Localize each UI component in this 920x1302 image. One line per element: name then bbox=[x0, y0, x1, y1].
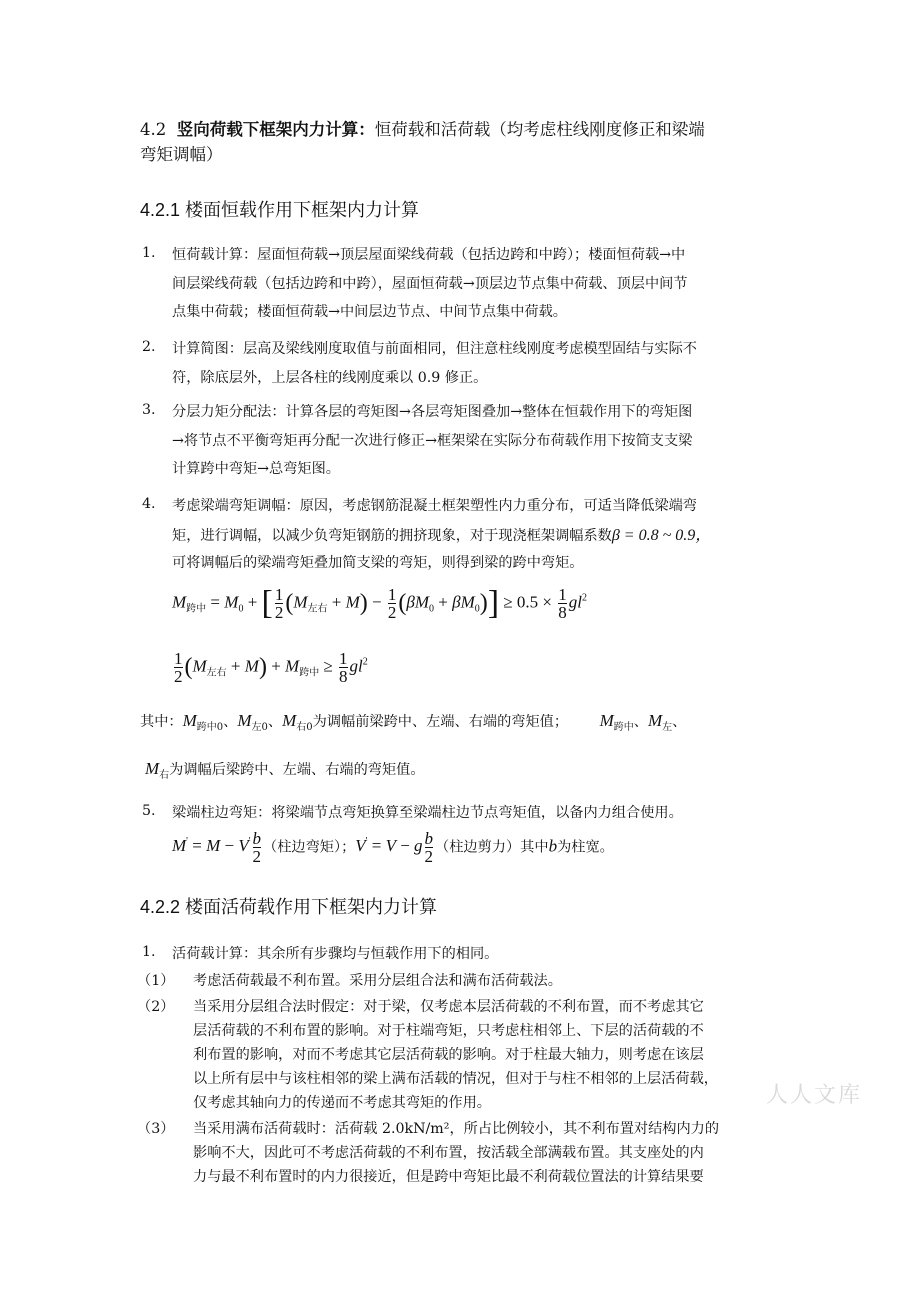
sublist-line: 影响不大，因此可不考虑活荷载的不利布置，按活载全部满载布置。其支座处的内 bbox=[193, 1145, 704, 1161]
sublist-line: 层活荷载的不利布置的影响。对于柱端弯矩，只考虑柱相邻上、下层的活荷载的不 bbox=[193, 1023, 704, 1039]
sublist-number: （3） bbox=[137, 1121, 175, 1137]
beta-range: β = 0.8 ~ 0.9， bbox=[611, 526, 712, 544]
where-label: 其中： bbox=[140, 714, 183, 730]
where-text: 为调幅前梁跨中、左端、右端的弯矩值； bbox=[312, 714, 569, 730]
list-line: 分层力矩分配法：计算各层的弯矩图→各层弯矩图叠加→整体在恒载作用下的弯矩图 bbox=[172, 404, 693, 420]
where-line-2: $M_右$为调幅后梁跨中、左端、右端的弯矩值。 bbox=[145, 759, 425, 781]
frac-one-half: $\frac{1}{2}$ bbox=[274, 585, 284, 622]
subsection-title-422: 4.2.2 楼面活荷载作用下框架内力计算 bbox=[140, 897, 438, 917]
list-number: 3. bbox=[142, 402, 156, 418]
heading-title-bold: 竖向荷载下框架内力计算： bbox=[176, 120, 375, 139]
formula-midspan-moment: $M_{跨中} = M_0$ + [ $\frac{1}{2}$ $(M_{左右} + M)$ − $\frac{1}{2}$ $(\beta M_0 + \beta M_0)] \ge 0.5$ × $\frac{1}{8}$ $gl^2$ bbox=[172, 584, 587, 622]
formula-sub: 跨中 bbox=[299, 667, 320, 679]
list-line: 恒荷载计算：屋面恒荷载→顶层屋面梁线荷载（包括边跨和中跨）；楼面恒荷载→中 bbox=[172, 247, 686, 263]
where-sub: 跨中 bbox=[613, 722, 634, 733]
formula-note: 为柱宽。 bbox=[557, 839, 614, 856]
sublist-line: 当采用满布活荷载时：活荷载 2.0kN/m²，所占比例较小，其不利布置对结构内力的 bbox=[193, 1121, 720, 1137]
formula-rhs: ≥ 0.5 × bbox=[503, 592, 553, 612]
list-number: 1. bbox=[142, 245, 156, 261]
sublist-number: （1） bbox=[137, 973, 175, 989]
list-line: 梁端柱边弯矩：将梁端节点弯矩换算至梁端柱边节点弯矩值，以备内力组合使用。 bbox=[172, 805, 683, 821]
list-line: →将节点不平衡弯矩再分配一次进行修正→框架梁在实际分布荷载作用下按简支支梁 bbox=[172, 432, 693, 449]
heading-title-rest: 恒荷载和活荷载（均考虑柱线刚度修正和梁端 bbox=[374, 120, 705, 139]
list-number: 5. bbox=[142, 803, 156, 819]
sublist-line: 考虑活荷载最不利布置。采用分层组合法和满布活荷载法。 bbox=[193, 973, 562, 989]
sublist-line: 仅考虑其轴向力的传递而不考虑其弯矩的作用。 bbox=[193, 1095, 491, 1111]
formula-sub: 左右 bbox=[206, 667, 227, 679]
heading-title-line2: 弯矩调幅） bbox=[140, 145, 223, 164]
list-line: 计算简图：层高及梁线刚度取值与前面相同，但注意柱线刚度考虑模型固结与实际不 bbox=[172, 341, 697, 357]
list-line: 考虑梁端弯矩调幅：原因，考虑钢筋混凝土框架塑性内力重分布，可适当降低梁端弯 bbox=[172, 498, 697, 514]
where-sub: 右0 bbox=[296, 722, 313, 733]
sublist-number: （2） bbox=[137, 999, 175, 1015]
frac-one-eighth: $\frac{1}{8}$ bbox=[558, 585, 567, 622]
sublist-line: 利布置的影响，对而不考虑其它层活荷载的影响。对于柱最大轴力，则考虑在该层 bbox=[193, 1047, 704, 1063]
list-line: 计算跨中弯矩→总弯矩图。 bbox=[172, 461, 340, 477]
formula-sum-moment: $\frac{1}{2}$ $(M_{左右} + M) + M_{跨中}$ ≥ $\frac{1}{8}$ $gl^2$ bbox=[174, 649, 368, 686]
sublist-line: 以上所有层中与该柱相邻的梁上满布活载的情况，但对于与柱不相邻的上层活荷载， bbox=[193, 1071, 718, 1087]
where-sub: 跨中0 bbox=[196, 722, 224, 733]
heading-number: 4.2 bbox=[140, 120, 167, 139]
formula-note: （柱边弯矩）； bbox=[263, 839, 356, 856]
where-sub: 右 bbox=[159, 770, 170, 781]
where-sub: 左 bbox=[662, 722, 673, 733]
formula-sub: 左右 bbox=[307, 603, 328, 615]
list-line: 符，除底层外，上层各柱的线刚度乘以 0.9 修正。 bbox=[172, 369, 488, 386]
list-number: 2. bbox=[142, 339, 156, 355]
section-heading bbox=[140, 117, 705, 167]
list-number: 1. bbox=[142, 944, 156, 960]
list-line: 活荷载计算：其余所有步骤均与恒载作用下的相同。 bbox=[172, 946, 499, 962]
list-line-text: 矩，进行调幅，以减少负弯矩钢筋的拥挤现象，对于现浇框架调幅系数 bbox=[172, 527, 612, 544]
watermark: 人人文库 bbox=[765, 1083, 862, 1108]
formula-column-edge: M' = M − V' $\frac{b}{2}$ （柱边弯矩）；V' = V − g $\frac{b}{2}$ （柱边剪力）其中b为柱宽。 bbox=[172, 829, 614, 866]
formula-sub: 跨中 bbox=[186, 603, 207, 615]
sublist-line: 力与最不利布置时的内力很接近，但是跨中弯矩比最不利荷载位置法的计算结果要 bbox=[193, 1169, 704, 1185]
where-sub: 左0 bbox=[251, 722, 268, 733]
frac-one-half: $\frac{1}{2}$ bbox=[387, 585, 397, 622]
list-number: 4. bbox=[142, 496, 156, 512]
list-line: 间层梁线荷载（包括边跨和中跨），屋面恒荷载→顶层边节点集中荷载、顶层中间节 bbox=[172, 275, 688, 292]
formula-note: （柱边剪力）其中 bbox=[435, 839, 549, 856]
where-line-1: 其中：$M_{跨中0}$、$M_{左0}$、$M_{右0}$为调幅前梁跨中、左端、右端的弯矩值； $M_{跨中}$、$M_左$、 bbox=[140, 711, 687, 733]
list-line: 可将调幅后的梁端弯矩叠加简支梁的弯矩，则得到梁的跨中弯矩。 bbox=[172, 555, 584, 571]
list-line: 点集中荷载；楼面恒荷载→中间层边节点、中间节点集中荷载。 bbox=[172, 304, 567, 320]
where-text: 为调幅后梁跨中、左端、右端的弯矩值。 bbox=[169, 762, 425, 778]
subsection-title-421: 4.2.1 楼面恒载作用下框架内力计算 bbox=[140, 200, 420, 220]
sublist-line: 当采用分层组合法时假定：对于梁，仅考虑本层活荷载的不利布置，而不考虑其它 bbox=[193, 999, 704, 1015]
formula-rhs: ≥ bbox=[323, 656, 333, 676]
list-line bbox=[172, 525, 711, 554]
